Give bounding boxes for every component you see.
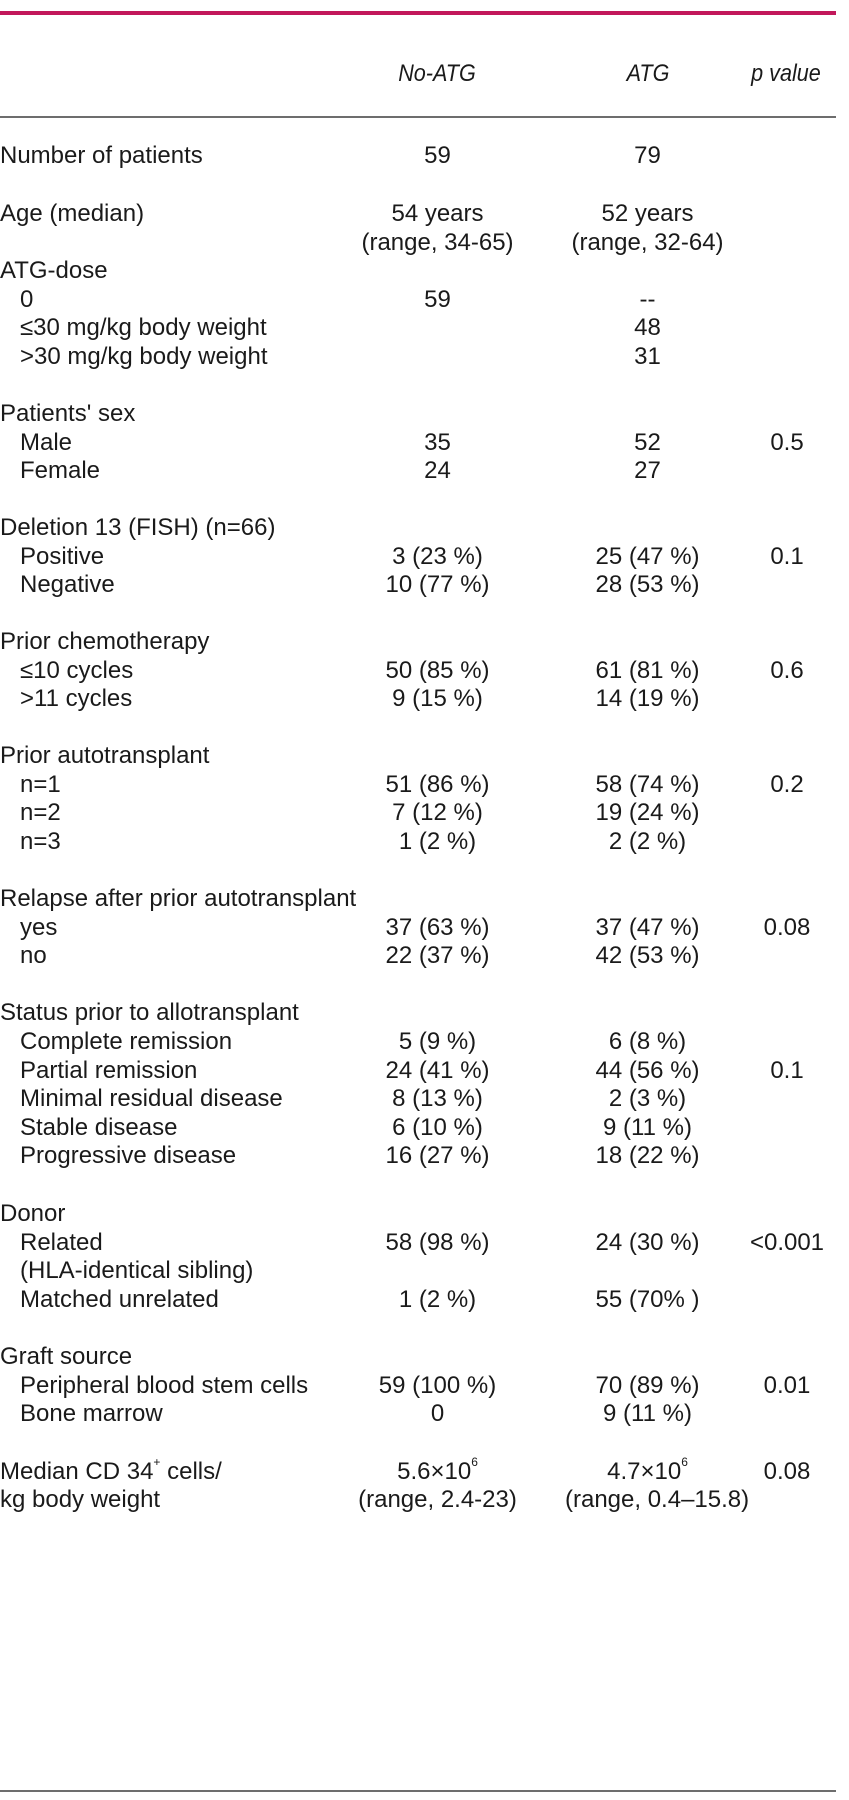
cell-atg: 52: [634, 429, 661, 456]
table-row: [0, 939, 849, 972]
row-label: Patients' sex: [0, 400, 136, 427]
cell-no-atg: 59: [424, 142, 451, 169]
row-label: Progressive disease: [20, 1142, 237, 1169]
cell-no-atg: 6 (10 %): [392, 1114, 483, 1141]
cell-no-atg: 22 (37 %): [385, 942, 490, 969]
row-label: Male: [20, 429, 73, 456]
cell-atg: 31: [634, 343, 661, 370]
row-label: Minimal residual disease: [20, 1085, 283, 1112]
cell-no-atg: 10 (77 %): [385, 571, 490, 598]
cell-p-value: <0.001: [749, 1229, 825, 1256]
row-label: Matched unrelated: [20, 1286, 219, 1313]
row-label: Age (median): [0, 200, 145, 227]
row-label: >30 mg/kg body weight: [20, 343, 268, 370]
cell-atg: 58 (74 %): [595, 771, 700, 798]
table-row: [0, 682, 849, 715]
header-atg: ATG: [626, 60, 670, 87]
cell-no-atg: 1 (2 %): [398, 828, 477, 855]
cell-no-atg: 54 years: [391, 200, 484, 227]
cell-atg: 44 (56 %): [595, 1057, 700, 1084]
cell-p-value: 0.6: [770, 657, 804, 684]
cell-atg: $4.7\times 10^6$: [607, 1455, 688, 1485]
table-row: [0, 825, 849, 858]
cell-p-value: 0.1: [770, 543, 804, 570]
row-label: Stable disease: [20, 1114, 178, 1141]
cell-no-atg: (range, 34-65): [361, 229, 514, 256]
row-label: n=2: [20, 799, 61, 826]
cell-atg: 48: [634, 314, 661, 341]
header-p-value: p value: [751, 60, 821, 87]
table-row-cd34-range: [0, 1483, 849, 1516]
row-label: Median CD 34+ cells/: [0, 1455, 222, 1485]
cell-atg: 28 (53 %): [595, 571, 700, 598]
cell-atg: 18 (22 %): [595, 1142, 700, 1169]
row-label: >11 cycles: [20, 685, 133, 712]
row-label: Partial remission: [20, 1057, 198, 1084]
cell-atg: (range, 32-64): [571, 229, 724, 256]
cell-atg: 42 (53 %): [595, 942, 700, 969]
row-label: n=1: [20, 771, 61, 798]
row-label: Donor: [0, 1200, 66, 1227]
row-label: ≤30 mg/kg body weight: [20, 314, 267, 341]
table-row: [0, 1283, 849, 1316]
cell-no-atg: 8 (13 %): [392, 1085, 483, 1112]
cell-no-atg: 51 (86 %): [385, 771, 490, 798]
cell-no-atg: $5.6\times 10^6$: [397, 1455, 478, 1485]
cell-no-atg: 24: [424, 457, 451, 484]
cell-atg: 2 (2 %): [608, 828, 687, 855]
cell-atg: 61 (81 %): [595, 657, 700, 684]
cell-p-value: 0.2: [770, 771, 804, 798]
header-no-atg: No-ATG: [398, 60, 476, 87]
cell-no-atg: 16 (27 %): [385, 1142, 490, 1169]
cell-no-atg: 1 (2 %): [398, 1286, 477, 1313]
bottom-rule: [0, 1790, 836, 1792]
cell-atg: 6 (8 %): [608, 1028, 687, 1055]
cell-no-atg: 3 (23 %): [392, 543, 483, 570]
row-label: Prior chemotherapy: [0, 628, 210, 655]
cell-atg: 55 (70% ): [595, 1286, 700, 1313]
cell-atg: 19 (24 %): [595, 799, 700, 826]
cell-atg: 24 (30 %): [595, 1229, 700, 1256]
row-label: Prior autotransplant: [0, 742, 210, 769]
cell-atg: 2 (3 %): [608, 1085, 687, 1112]
cell-no-atg: 37 (63 %): [385, 914, 490, 941]
cell-atg: 9 (11 %): [603, 1114, 692, 1141]
row-label: ATG-dose: [0, 257, 108, 284]
cell-atg: 52 years: [601, 200, 694, 227]
cell-atg: --: [639, 286, 656, 313]
cell-no-atg: 59 (100 %): [378, 1372, 497, 1399]
row-label: Graft source: [0, 1343, 133, 1370]
cell-no-atg: 35: [424, 429, 451, 456]
cell-atg: 9 (11 %): [603, 1400, 692, 1427]
row-label: Deletion 13 (FISH) (n=66): [0, 514, 276, 541]
cell-no-atg: 50 (85 %): [385, 657, 490, 684]
cell-atg: 79: [634, 142, 661, 169]
cell-atg: 25 (47 %): [595, 543, 700, 570]
cell-no-atg: 58 (98 %): [385, 1229, 490, 1256]
cell-no-atg: 0: [430, 1400, 445, 1427]
cell-no-atg: (range, 2.4-23): [358, 1486, 517, 1513]
cell-no-atg: 7 (12 %): [392, 799, 483, 826]
table-row: [0, 454, 849, 487]
table-row: [0, 1139, 849, 1172]
cell-no-atg: 59: [424, 286, 451, 313]
cell-atg: (range, 0.4–15.8): [565, 1486, 750, 1513]
row-label: 0: [20, 286, 34, 313]
row-label: Related: [20, 1229, 103, 1256]
cell-p-value: 0.01: [763, 1372, 811, 1399]
row-label: no: [20, 942, 47, 969]
table-row: [0, 340, 849, 373]
row-label: Bone marrow: [20, 1400, 163, 1427]
cell-no-atg: 24 (41 %): [385, 1057, 490, 1084]
row-label: Negative: [20, 571, 115, 598]
row-label: Female: [20, 457, 101, 484]
cell-no-atg: 5 (9 %): [398, 1028, 477, 1055]
table-row: [0, 139, 849, 172]
row-label: (HLA-identical sibling): [20, 1257, 254, 1284]
cell-p-value: 0.5: [770, 429, 804, 456]
cell-p-value: 0.1: [770, 1057, 804, 1084]
cell-no-atg: 9 (15 %): [392, 685, 483, 712]
row-label: Positive: [20, 543, 105, 570]
row-label: Status prior to allotransplant: [0, 999, 299, 1026]
row-label: Number of patients: [0, 142, 203, 169]
cell-atg: 70 (89 %): [595, 1372, 700, 1399]
cell-atg: 37 (47 %): [595, 914, 700, 941]
row-label: n=3: [20, 828, 61, 855]
cell-atg: 27: [634, 457, 661, 484]
row-label: Complete remission: [20, 1028, 233, 1055]
table-row: [0, 1397, 849, 1430]
table-row: [0, 568, 849, 601]
cell-p-value: 0.08: [763, 914, 811, 941]
cell-p-value: 0.08: [763, 1458, 811, 1485]
row-label: ≤10 cycles: [20, 657, 134, 684]
row-label: kg body weight: [0, 1486, 161, 1513]
row-label: yes: [20, 914, 58, 941]
row-label: Peripheral blood stem cells: [20, 1372, 309, 1399]
row-label: Relapse after prior autotransplant: [0, 885, 357, 912]
cell-atg: 14 (19 %): [595, 685, 700, 712]
